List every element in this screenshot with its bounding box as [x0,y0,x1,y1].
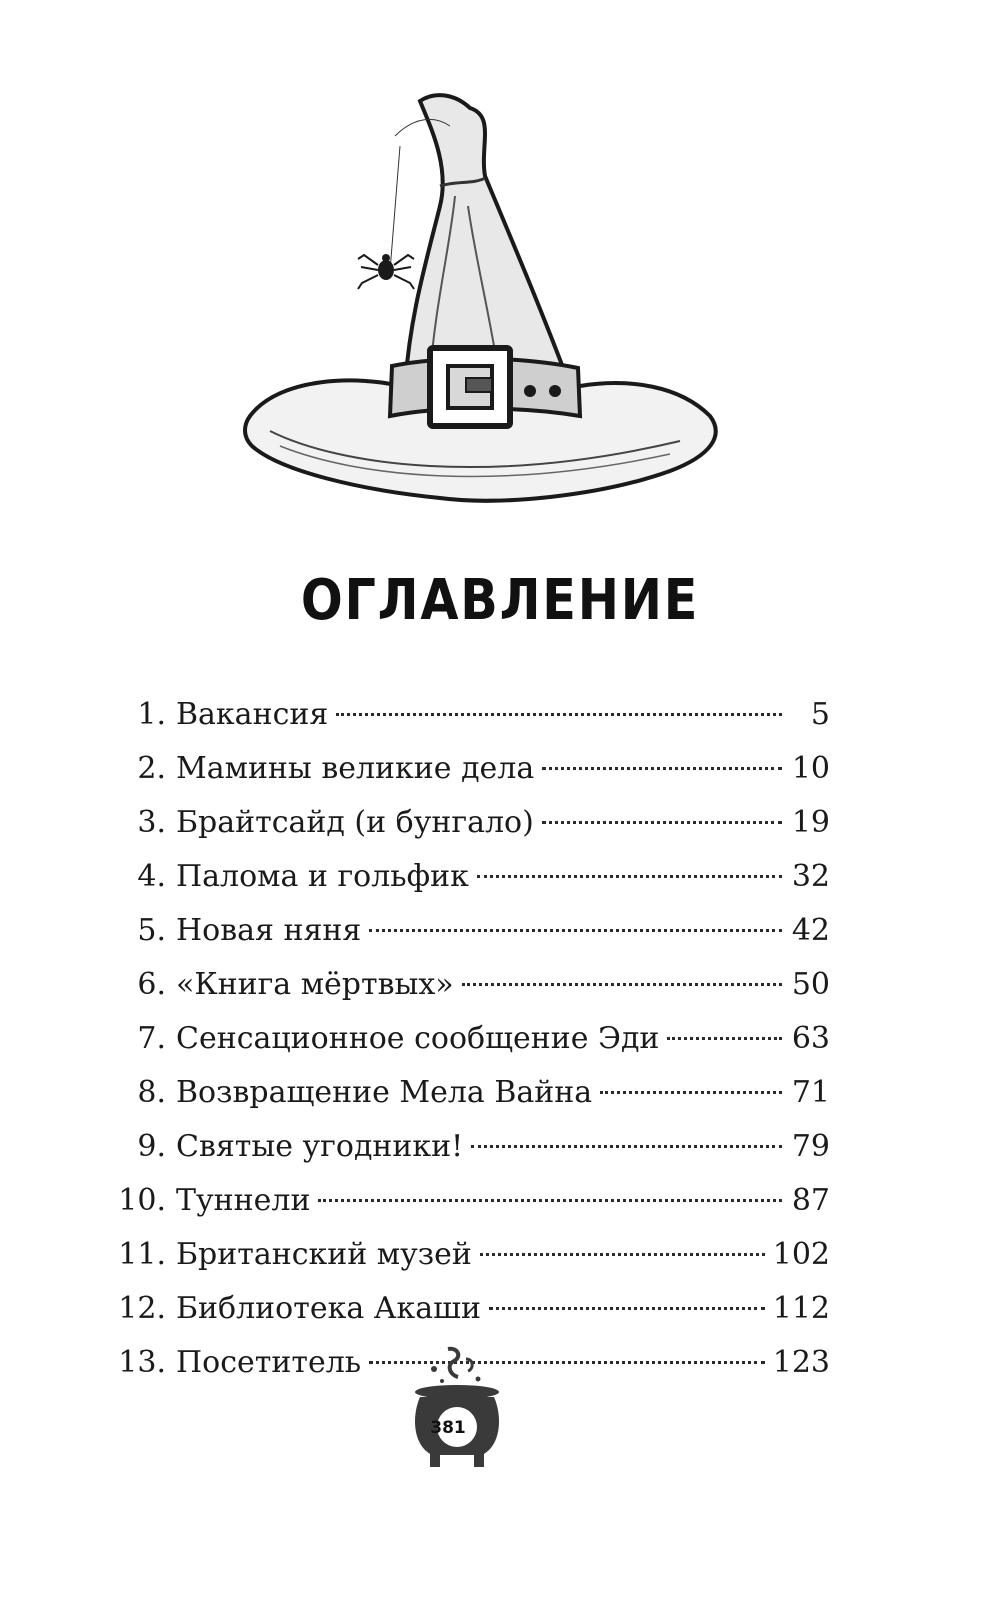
page-title: ОГЛАВЛЕНИЕ [300,568,700,633]
toc-item-number: 11. [118,1237,166,1272]
dot-leader [369,929,782,932]
dot-leader [542,821,782,824]
toc-item-title: Возвращение Мела Вайна [176,1075,593,1110]
toc-item-page: 10 [791,751,830,786]
toc-item-title: Сенсационное сообщение Эди [176,1021,660,1056]
toc-item-page: 32 [791,859,830,894]
toc-item[interactable] [108,1120,830,1174]
toc-item-number: 6. [137,967,166,1002]
dot-leader [600,1091,782,1094]
toc-item[interactable] [108,688,830,742]
toc-item-title: Вакансия [176,697,329,732]
toc-item[interactable] [108,1228,830,1282]
toc-item[interactable] [108,1066,830,1120]
toc-item-number: 12. [118,1291,166,1326]
dot-leader [336,713,782,716]
table-of-contents [108,688,830,1390]
toc-item-title: Британский музей [176,1237,472,1272]
toc-item-title: Туннели [176,1183,311,1218]
toc-item-title: «Книга мёртвых» [176,967,454,1002]
toc-item-number: 4. [137,859,166,894]
toc-item[interactable] [108,1282,830,1336]
toc-item-title: Мамины великие дела [176,751,535,786]
toc-item-number: 2. [137,751,166,786]
toc-item-page: 102 [772,1237,830,1272]
toc-item-page: 112 [772,1291,830,1326]
toc-item-page: 71 [791,1075,830,1110]
dot-leader [462,983,782,986]
toc-item-number: 9. [137,1129,166,1164]
toc-item-number: 1. [137,697,166,732]
dot-leader [471,1145,782,1148]
toc-item-number: 5. [137,913,166,948]
toc-item-number: 13. [118,1345,166,1380]
toc-item[interactable] [108,796,830,850]
toc-item-number: 7. [137,1021,166,1056]
toc-item[interactable] [108,1174,830,1228]
toc-item-page: 79 [791,1129,830,1164]
toc-item-page: 123 [772,1345,830,1380]
toc-item-title: Палома и гольфик [176,859,469,894]
toc-item-title: Посетитель [176,1345,362,1380]
toc-item[interactable] [108,850,830,904]
toc-item-title: Святые угодники! [176,1129,464,1164]
dot-leader [318,1199,782,1202]
toc-item-number: 10. [118,1183,166,1218]
toc-item[interactable] [108,1012,830,1066]
page-number: 381 [430,1418,466,1438]
toc-item-title: Брайтсайд (и бунгало) [176,805,534,840]
toc-item[interactable] [108,742,830,796]
toc-item-number: 3. [137,805,166,840]
toc-item-page: 42 [791,913,830,948]
dot-leader [667,1037,782,1040]
dot-leader [477,875,782,878]
toc-item[interactable] [108,904,830,958]
dot-leader [489,1307,765,1310]
toc-item-page: 19 [791,805,830,840]
witch-hat-icon [240,86,740,526]
dot-leader [480,1253,765,1256]
dot-leader [542,767,782,770]
toc-item-title: Библиотека Акаши [176,1291,481,1326]
spider-icon [356,245,416,295]
toc-item-page: 63 [791,1021,830,1056]
toc-item-page: 50 [791,967,830,1002]
toc-item-page: 5 [810,697,830,732]
toc-item[interactable] [108,958,830,1012]
toc-item-title: Новая няня [176,913,362,948]
toc-item-number: 8. [137,1075,166,1110]
toc-item-page: 87 [791,1183,830,1218]
